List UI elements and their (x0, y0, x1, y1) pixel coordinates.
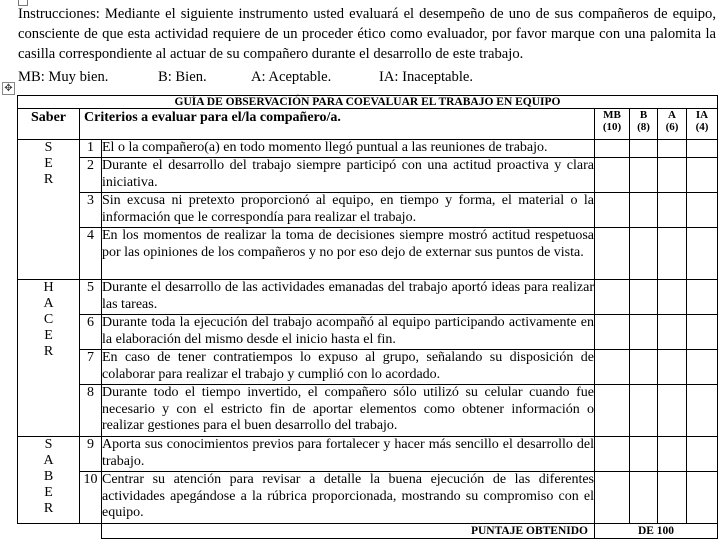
category-ser: S E R (18, 140, 80, 280)
score-cell-a[interactable] (658, 228, 687, 280)
criterion-number: 6 (80, 315, 102, 350)
score-cell-b[interactable] (630, 158, 658, 193)
criterion-number: 5 (80, 280, 102, 315)
column-header-a: A (6) (658, 109, 687, 140)
criterion-text: Durante el desarrollo del trabajo siempre participó con una actitud proactiva y clara iniciativa. (102, 158, 595, 193)
criterion-text: El o la compañero(a) en todo momento llegó puntual a las reuniones de trabajo. (102, 140, 595, 158)
total-label: PUNTAJE OBTENIDO (102, 524, 595, 539)
criterion-row (18, 350, 718, 385)
criterion-row (18, 280, 718, 315)
score-cell-a[interactable] (658, 158, 687, 193)
instructions-paragraph: Instrucciones: Mediante el siguiente instrumento usted evaluará el desempeño de uno de sus compañeros de equipo, consciente de que esta actividad requiere de un proceder ético como evaluador, por favor marque con una palomita la casilla correspondiente al actuar de su compañero durante el desarrollo de este trabajo. (18, 6, 716, 62)
score-cell-ia[interactable] (687, 280, 718, 315)
score-cell-ia[interactable] (687, 385, 718, 437)
score-cell-ia[interactable] (687, 193, 718, 228)
score-cell-b[interactable] (630, 315, 658, 350)
score-cell-a[interactable] (658, 437, 687, 472)
score-cell-b[interactable] (630, 385, 658, 437)
score-cell-a[interactable] (658, 385, 687, 437)
scale-mb: MB: Muy bien. (18, 69, 109, 85)
criterion-row (18, 158, 718, 193)
criterion-text: En caso de tener contratiempos lo expuso al grupo, señalando su disposición de colaborar para realizar el trabajo y cumplió con lo acordado. (102, 350, 595, 385)
score-cell-ia[interactable] (687, 350, 718, 385)
score-cell-b[interactable] (630, 472, 658, 524)
column-header-ia: IA (4) (687, 109, 718, 140)
score-cell-mb[interactable] (595, 472, 630, 524)
score-cell-a[interactable] (658, 472, 687, 524)
total-blank (18, 524, 102, 539)
criterion-text: Durante todo el tiempo invertido, el compañero sólo utilizó su celular cuando fue necesario y con el estricto fin de aportar elementos como obtener información o realizar gestiones para el buen desarrollo del trabajo. (102, 385, 595, 437)
criterion-row (18, 437, 718, 472)
criterion-text: Centrar su atención para revisar a detalle la buena ejecución de las diferentes actividades apegándose a la rúbrica proporcionada, mostrando su compromiso con el equipo. (102, 472, 595, 524)
score-cell-b[interactable] (630, 228, 658, 280)
score-cell-b[interactable] (630, 437, 658, 472)
criterion-text: Aporta sus conocimientos previos para fortalecer y hacer más sencillo el desarrollo del trabajo. (102, 437, 595, 472)
column-header-criteria: Criterios a evaluar para el/la compañero/a. (80, 109, 595, 140)
score-cell-b[interactable] (630, 193, 658, 228)
score-cell-a[interactable] (658, 280, 687, 315)
score-cell-mb[interactable] (595, 437, 630, 472)
criterion-number: 8 (80, 385, 102, 437)
criterion-row (18, 472, 718, 524)
criterion-text: En los momentos de realizar la toma de decisiones siempre mostró actitud respetuosa por las opiniones de los compañeros y no por eso dejo de externar sus puntos de vista. (102, 228, 595, 280)
criterion-row (18, 315, 718, 350)
score-cell-b[interactable] (630, 140, 658, 158)
criterion-number: 10 (80, 472, 102, 524)
category-hacer: H A C E R (18, 280, 80, 437)
score-cell-ia[interactable] (687, 315, 718, 350)
score-cell-ia[interactable] (687, 140, 718, 158)
criterion-text: Durante el desarrollo de las actividades emanadas del trabajo aportó ideas para realizar las tareas. (102, 280, 595, 315)
score-cell-mb[interactable] (595, 385, 630, 437)
score-cell-b[interactable] (630, 280, 658, 315)
total-value[interactable]: DE 100 (595, 524, 718, 539)
table-title: GUÍA DE OBSERVACIÓN PARA COEVALUAR EL TRABAJO EN EQUIPO (18, 96, 718, 109)
criterion-row (18, 228, 718, 280)
scale-a: A: Aceptable. (251, 69, 332, 85)
column-header-saber: Saber (18, 109, 80, 140)
score-cell-mb[interactable] (595, 315, 630, 350)
score-cell-a[interactable] (658, 193, 687, 228)
criterion-text: Durante toda la ejecución del trabajo acompañó al equipo participando activamente en la elaboración del mismo desde el inicio hasta el fin. (102, 315, 595, 350)
criterion-number: 4 (80, 228, 102, 280)
coevaluation-table (17, 95, 718, 539)
scale-b: B: Bien. (158, 69, 207, 85)
score-cell-mb[interactable] (595, 280, 630, 315)
criterion-number: 1 (80, 140, 102, 158)
category-saber: S A B E R (18, 437, 80, 524)
criterion-row (18, 140, 718, 158)
score-cell-mb[interactable] (595, 193, 630, 228)
criterion-text: Sin excusa ni pretexto proporcionó al equipo, en tiempo y forma, el material o la información que le correspondía para realizar el trabajo. (102, 193, 595, 228)
criterion-number: 3 (80, 193, 102, 228)
move-arrows-icon[interactable]: ✥ (2, 82, 15, 95)
score-cell-ia[interactable] (687, 472, 718, 524)
scale-ia: IA: Inaceptable. (379, 69, 473, 85)
criterion-row (18, 193, 718, 228)
score-cell-ia[interactable] (687, 228, 718, 280)
score-cell-ia[interactable] (687, 158, 718, 193)
score-cell-ia[interactable] (687, 437, 718, 472)
criterion-number: 2 (80, 158, 102, 193)
criterion-number: 7 (80, 350, 102, 385)
criterion-row (18, 385, 718, 437)
column-header-b: B (8) (630, 109, 658, 140)
criterion-number: 9 (80, 437, 102, 472)
score-cell-a[interactable] (658, 350, 687, 385)
score-cell-a[interactable] (658, 140, 687, 158)
score-cell-mb[interactable] (595, 350, 630, 385)
score-cell-mb[interactable] (595, 140, 630, 158)
column-header-mb: MB (10) (595, 109, 630, 140)
score-cell-a[interactable] (658, 315, 687, 350)
rating-scale-legend (18, 68, 473, 86)
score-cell-mb[interactable] (595, 228, 630, 280)
score-cell-b[interactable] (630, 350, 658, 385)
score-cell-mb[interactable] (595, 158, 630, 193)
total-row (18, 524, 718, 539)
